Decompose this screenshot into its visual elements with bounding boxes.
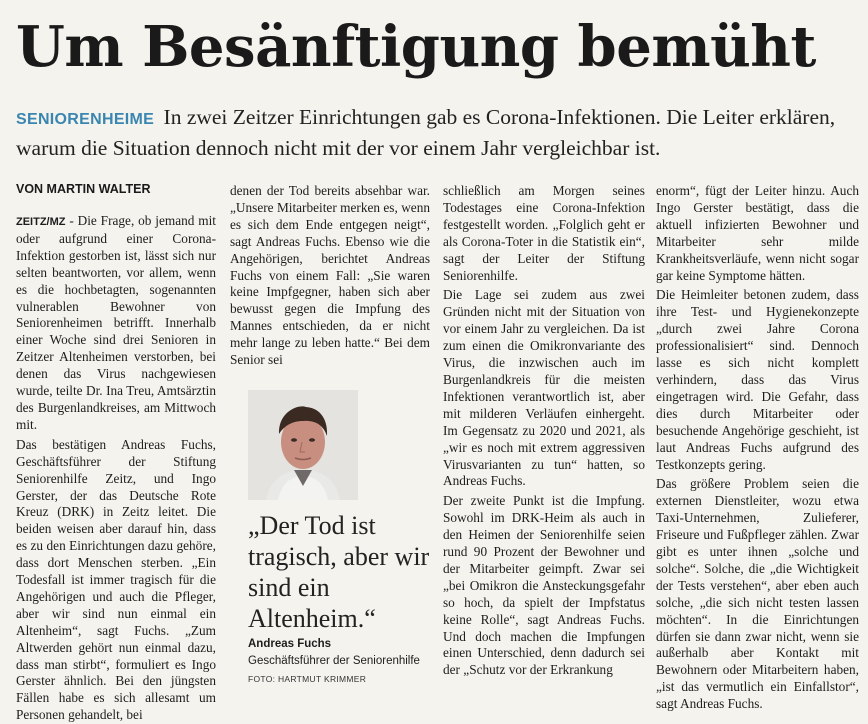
paragraph: denen der Tod bereits absehbar war. „Unsere Mitarbeiter merken es, wenn es sich dem Ende entgegen neigt“, sagt Andreas Fuchs. Ebenso wie die Angehörigen, berichtet Andreas Fuchs von einem Fall: „Sie waren keine Impfgegner, haben sich aber bewusst gegen die Impfung des Mannes entschieden, da er nicht mehr lange zu leben hatte.“ Bei dem Senior sei — [230, 183, 430, 368]
kicker: SENIORENHEIME — [16, 111, 155, 128]
portrait-photo-icon — [248, 390, 358, 500]
paragraph: enorm“, fügt der Leiter hinzu. Auch Ingo Gerster bestätigt, dass die aktuell infizierten Bewohner und Mitarbeiter sehr milde Krankheitsverläufe, wenn nicht sogar gar keine Symptome hätten. — [656, 183, 859, 283]
paragraph: schließlich am Morgen seines Todestages eine Corona-Infektion festgestellt worden. „Folglich geht er als Corona-Toter in die Statistik ein“, sagt der Leiter der Stiftung Seniorenhilfe. — [443, 183, 645, 283]
portrait-photo — [248, 390, 358, 500]
dateline: ZEITZ/MZ — [16, 216, 66, 228]
pull-quote-name: Andreas Fuchs — [248, 638, 332, 650]
deck-text: In zwei Zeitzer Einrichtungen gab es Corona-Infektionen. Die Leiter erklären, warum die Situation dennoch nicht mit der vor einem Jahr vergleichbar ist. — [16, 105, 836, 160]
deck — [16, 103, 862, 162]
pull-quote: „Der Tod ist tragisch, aber wir sind ein Altenheim.“ — [248, 511, 430, 633]
paragraph-text: - Die Frage, ob jemand mit oder aufgrund einer Corona-Infektion gestorben ist, lässt sich nur selten beantworten, vor allem, wenn es die hochbetagten, sogenannten vulnerablen Bewohner von Seniorenheimen betrifft. Innerhalb einer Woche sind drei Senioren in Zeitzer Altenheimen verstorben, bei denen das Virus nachgewiesen wurde, teilte Dr. Ina Treu, Amtsärztin des Burgenlandkreises, am Mittwoch mit. — [16, 213, 217, 432]
article-column-3 — [443, 183, 645, 679]
paragraph: Das bestätigen Andreas Fuchs, Geschäftsführer der Stiftung Seniorenhilfe Zeitz, und Ingo Gerster, der das Deutsche Rote Kreuz (DRK) in Zeitz leitet. Die beiden weisen aber darauf hin, dass es zu den Einrichtungen dazu gehöre, dass dort Menschen sterben. „Ein Todesfall ist immer tragisch für die Angehörigen und auch die Pfleger, aber wir sind nun einmal ein Altenheim“, sagt Fuchs. „Zum Altwerden gehört nun einmal dazu, dass man stirbt“, formuliert es Ingo Gerster ähnlich. Bei den jüngsten Fällen habe es sich allesamt um Personen gehandelt, bei — [16, 436, 216, 723]
article-column-2 — [230, 183, 430, 369]
headline: Um Besänftigung bemüht — [16, 14, 816, 80]
article-column-4 — [656, 183, 859, 713]
paragraph — [16, 213, 216, 434]
paragraph: Der zweite Punkt ist die Impfung. Sowohl im DRK-Heim als auch in den Heimen der Seniorenhilfe seien rund 90 Prozent der Bewohner und der Mitarbeiter geimpft. Zwar sei „bei Omikron die Ansteckungsgefahr so hoch, da spielt der Impfstatus keine Rolle“, sagt Andreas Fuchs. Und doch machen die Impfungen einen Unterschied, denn dadurch sei der „Schutz vor der Erkrankung — [443, 493, 645, 678]
byline: VON MARTIN WALTER — [16, 182, 151, 196]
paragraph: Die Lage sei zudem aus zwei Gründen nicht mit der Situation von vor einem Jahr zu vergleichen. Da ist zum einen die Omikronvariante des Virus, die inzwischen auch im Burgenlandkreis für die meisten Infektionen verantwortlich ist, aber mit milderen Verläufen einhergeht. Im Gegensatz zu 2020 und 2021, als „wir es noch mit extrem aggressiven Virusvarianten zu tun“ hatten, so Andreas Fuchs. — [443, 287, 645, 489]
paragraph: Die Heimleiter betonen zudem, dass ihre Test- und Hygienekonzepte „durch zwei Jahre Corona professionalisiert“ sind. Dennoch lasse es sich nicht komplett verhindern, dass das Virus eingetragen wird. Die Gefahr, dass dies durch Mitarbeiter oder besuchende Angehörige geschieht, ist laut Andreas Fuchs aufgrund des Testkonzepts gering. — [656, 287, 859, 472]
paragraph: Das größere Problem seien die externen Dienstleiter, wozu etwa Taxi-Unternehmen, Zulieferer, Friseure und Fußpfleger zählen. Zwar gibt es unter ihnen „solche und solche“. Solche, die „die Wichtigkeit der Tests verstehen“, aber eben auch solche, „die sich nicht testen lassen möchten“. In die Einrichtungen dürfen sie dann zwar nicht, wenn sie außerhalb aber Kontakt mit Bewohnern oder Mitarbeitern haben, „ist das vermutlich ein Einfallstor“, sagt Andreas Fuchs. — [656, 476, 859, 712]
photo-credit: FOTO: HARTMUT KRIMMER — [248, 674, 367, 684]
article-column-1 — [16, 213, 216, 724]
pull-quote-role: Geschäftsführer der Seniorenhilfe — [248, 655, 420, 667]
